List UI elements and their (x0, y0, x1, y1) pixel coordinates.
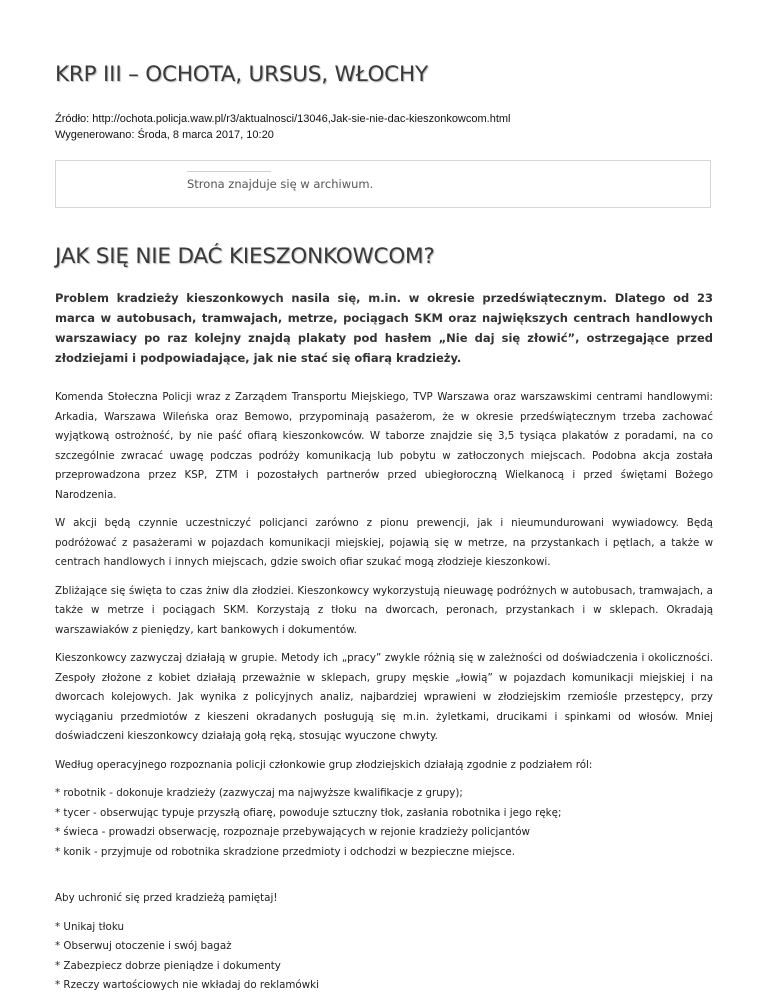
list-item: * Unikaj tłoku (55, 920, 125, 933)
article-paragraph: Kieszonkowcy zazwyczaj działają w grupie. Metody ich „pracy” zwykle różnią się w zależności od doświadczenia i okoliczności. Zespoły złożone z kobiet działają przeważnie w sklepach, grupy męskie „łowią” w pojazdach komunikacji miejskiej i na dworcach kolejowych. Jak wynika z policyjnych analiz, najbardziej wprawieni w złodziejskim rzemiośle przestępcy, przy wyciąganiu przedmiotów z kieszeni okradanych posługują się m.in. żyletkami, drucikami i spinkami od włosów. Mniej doświadczeni kieszonkowcy działają gołą ręką, stosując wyuczone chwyty. (55, 652, 713, 742)
list-item: * konik - przyjmuje od robotnika skradzione przedmioty i odchodzi w bezpieczne miejsce. (55, 845, 516, 858)
list-item: * Rzeczy wartościowych nie wkładaj do reklamówki (55, 979, 319, 991)
article-paragraph: Komenda Stołeczna Policji wraz z Zarządem Transportu Miejskiego, TVP Warszawa oraz warszawskimi centrami handlowymi: Arkadia, Warszawa Wileńska oraz Bemowo, przypominają pasażerom, że w okresie przedświątecznym trzeba zachować wyjątkową ostrożność, by nie paść ofiarą kieszonkowców. W taborze znajdzie się 3,5 tysiąca plakatów z poradami, na co szczególnie zwracać uwagę podczas podróży komunikacją lub pobytu w zatłoczonych miejscach. Podobna akcja została przeprowadzona przez KSP, ZTM i pozostałych partnerów przed ubiegłoroczną Wielkanocą i przed świętami Bożego Narodzenia. (55, 391, 713, 501)
generated-line: Wygenerowano: Środa, 8 marca 2017, 10:20 (55, 129, 274, 141)
roles-list (55, 784, 713, 862)
article-paragraph: W akcji będą czynnie uczestniczyć policjanci zarówno z pionu prewencji, jak i nieumundurowani wywiadowcy. Będą podróżować z pasażerami w pojazdach komunikacji miejskiej, pojawią się w metrze, na przystankach i pętlach, a także w centrach handlowych i innych miejscach, gdzie swoich ofiar szukać mogą złodzieje kieszonkowi. (55, 517, 713, 568)
list-item: * tycer - obserwując typuje przyszłą ofiarę, powoduje sztuczny tłok, zasłania robotnika i jego rękę; (55, 806, 562, 819)
tips-heading: Aby uchronić się przed kradzieżą pamiętaj! (55, 892, 278, 904)
article-paragraph: Zbliżające się święta to czas żniw dla złodziei. Kieszonkowcy wykorzystują nieuwagę podróżnych w autobusach, tramwajach, a także w metrze i pociągach SKM. Korzystają z tłoku na dworcach, peronach, przystankach i w sklepach. Okradają warszawiaków z pieniędzy, kart bankowych i dokumentów. (55, 584, 713, 636)
archive-notice-box (55, 160, 711, 208)
archive-notice: Strona znajduje się w archiwum. (187, 177, 374, 191)
list-item: * Obserwuj otoczenie i swój bagaż (55, 940, 232, 952)
site-title: KRP III – OCHOTA, URSUS, WŁOCHY (55, 62, 428, 87)
list-item: * Zabezpiecz dobrze pieniądze i dokumenty (55, 959, 281, 972)
spacer (55, 871, 713, 889)
article-paragraph: Według operacyjnego rozpoznania policji członkowie grup złodziejskich działają zgodnie z podziałem ról: (55, 758, 593, 771)
source-line: Źródło: http://ochota.policja.waw.pl/r3/aktualnosci/13046,Jak-sie-nie-dac-kieszonkowcom.html (55, 113, 511, 125)
article-body (55, 288, 713, 1005)
tips-list (55, 918, 713, 996)
list-item: * robotnik - dokonuje kradzieży (zazwyczaj ma najwyższe kwalifikacje z grupy); (55, 787, 463, 799)
article-title: JAK SIĘ NIE DAĆ KIESZONKOWCOM? (55, 244, 435, 269)
list-item: * świeca - prowadzi obserwację, rozpoznaje przebywających w rejonie kradzieży policjantów (55, 826, 530, 838)
article-lead: Problem kradzieży kieszonkowych nasila się, m.in. w okresie przedświątecznym. Dlatego od 23 marca w autobusach, tramwajach, metrze, pociągach SKM oraz największych centrach handlowych warszawiacy po raz kolejny znajdą plakaty pod hasłem „Nie daj się złowić”, ostrzegające przed złodziejami i podpowiadające, jak nie stać się ofiarą kradzieży. (55, 291, 713, 365)
print-meta (55, 111, 511, 143)
archive-divider (187, 171, 271, 172)
